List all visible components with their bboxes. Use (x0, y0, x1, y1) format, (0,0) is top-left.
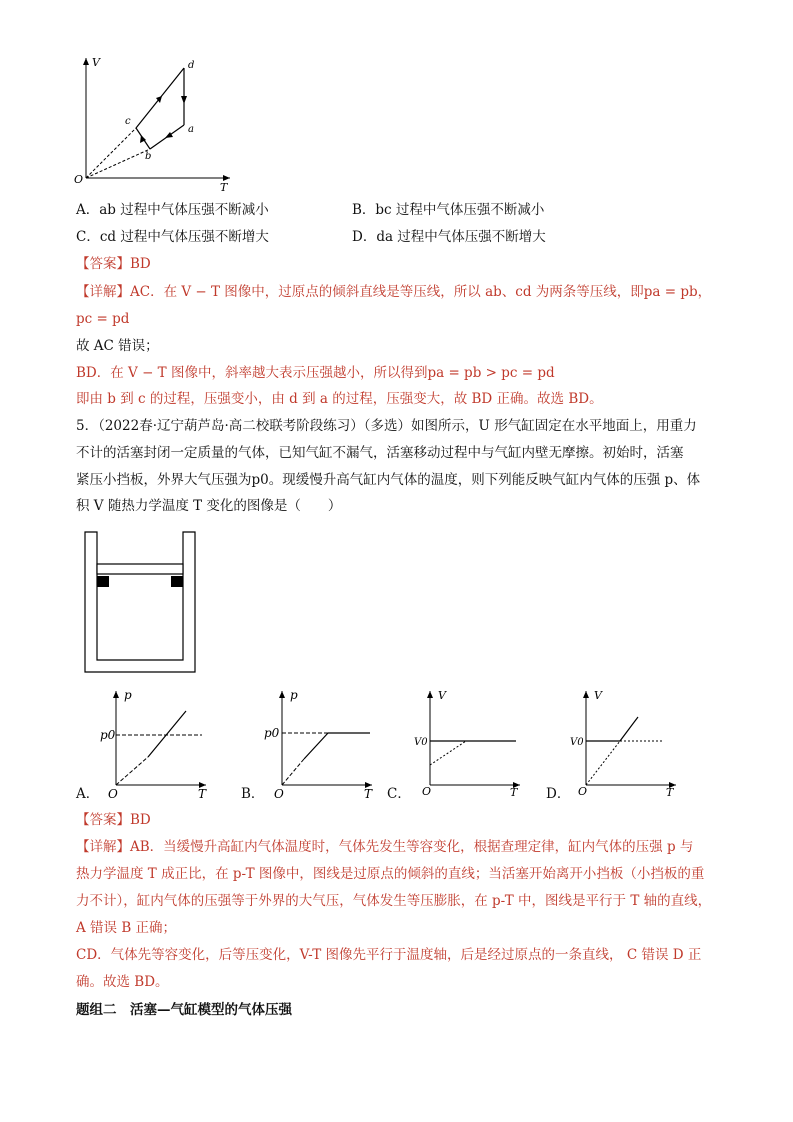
graph-a-origin: O (108, 787, 118, 800)
option-c: C．cd 过程中气体压强不断增大 (76, 229, 269, 245)
vt-diagram (70, 52, 240, 192)
graph-a-yaxis: p (124, 688, 132, 702)
q4-detail-4: BD．在 V − T 图像中，斜率越大表示压强越小，所以得到pa = pb > pc = pd (76, 365, 555, 381)
q4-answer: 【答案】BD (76, 256, 151, 272)
q5-text-1: 5．（2022春·辽宁葫芦岛·高二校联考阶段练习）（多选）如图所示，U 形气缸固定在水平地面上，用重力 (76, 418, 697, 434)
q4-detail-1: 【详解】AC．在 V − T 图像中，过原点的倾斜直线是等压线，所以 ab、cd 为两条等压线，即pa = pb， (76, 284, 712, 300)
stopper-right (171, 576, 183, 587)
q4-detail-3: 故 AC 错误； (76, 338, 159, 354)
graph-a-level: p0 (100, 728, 116, 742)
section-title: 题组二 活塞—气缸模型的气体压强 (76, 1002, 292, 1018)
graph-b-origin: O (274, 787, 284, 800)
q5-answer: 【答案】BD (76, 812, 151, 828)
q4-detail-2: pc = pd (76, 311, 130, 327)
graph-b-label: B． (241, 786, 265, 802)
cylinder-diagram (84, 530, 196, 675)
graph-b-xaxis: T (364, 787, 373, 800)
point-c-label: c (125, 116, 131, 127)
graph-d-yaxis: V (594, 689, 602, 702)
graph-b-level: p0 (264, 726, 280, 740)
option-a: A．ab 过程中气体压强不断减小 (76, 202, 269, 218)
q5-text-3: 紧压小挡板，外界大气压强为p0。现缓慢升高气缸内气体的温度，则下列能反映气缸内气体的压强 p、体 (76, 472, 701, 488)
graph-a-label: A． (76, 786, 100, 802)
option-d: D．da 过程中气体压强不断增大 (352, 229, 546, 245)
stopper-left (97, 576, 109, 587)
graph-d-label: D． (546, 786, 571, 802)
point-a-label: a (188, 124, 194, 135)
graph-d-origin: O (578, 785, 588, 798)
origin-label: O (74, 173, 84, 186)
q5-detail-5: CD．气体先等容变化，后等压变化，V-T 图像先平行于温度轴，后是经过原点的一条直线， C 错误 D 正 (76, 947, 702, 963)
q5-text-2: 不计的活塞封闭一定质量的气体，已知气缸不漏气，活塞移动过程中与气缸内壁无摩擦。初始时，活塞 (76, 445, 684, 461)
point-b-label: b (145, 151, 152, 162)
graph-a (96, 685, 214, 800)
q5-detail-4: A 错误 B 正确； (76, 920, 177, 936)
graph-c-level: V0 (414, 737, 428, 748)
graph-c (410, 685, 528, 800)
graph-d-level: V0 (570, 737, 584, 748)
graph-d-xaxis: T (666, 786, 674, 799)
axis-v-label: V (92, 56, 100, 69)
q5-detail-2: 热力学温度 T 成正比，在 p-T 图像中，图线是过原点的倾斜的直线；当活塞开始离开小挡板（小挡板的重 (76, 866, 705, 882)
graph-c-yaxis: V (438, 689, 446, 702)
point-d-label: d (188, 60, 195, 71)
q5-detail-1: 【详解】AB．当缓慢升高缸内气体温度时，气体先发生等容变化，根据查理定律，缸内气体的压强 p 与 (76, 839, 694, 855)
q5-detail-6: 确。故选 BD。 (76, 974, 169, 990)
q4-detail-5: 即由 b 到 c 的过程，压强变小，由 d 到 a 的过程，压强变大，故 BD 正确。故选 BD。 (76, 391, 603, 407)
axis-t-label: T (220, 181, 228, 192)
option-b: B．bc 过程中气体压强不断减小 (352, 202, 545, 218)
q5-detail-3: 力不计），缸内气体的压强等于外界的大气压，气体发生等压膨胀，在 p-T 中，图线是平行于 T 轴的直线， (76, 893, 712, 909)
graph-a-xaxis: T (198, 787, 207, 800)
graph-c-xaxis: T (510, 786, 518, 799)
graph-b-yaxis: p (290, 688, 298, 702)
graph-b (262, 685, 380, 800)
q5-text-4: 积 V 随热力学温度 T 变化的图像是（ ） (76, 498, 342, 514)
graph-d (566, 685, 684, 800)
graph-c-origin: O (422, 785, 432, 798)
graph-c-label: C． (387, 786, 411, 802)
